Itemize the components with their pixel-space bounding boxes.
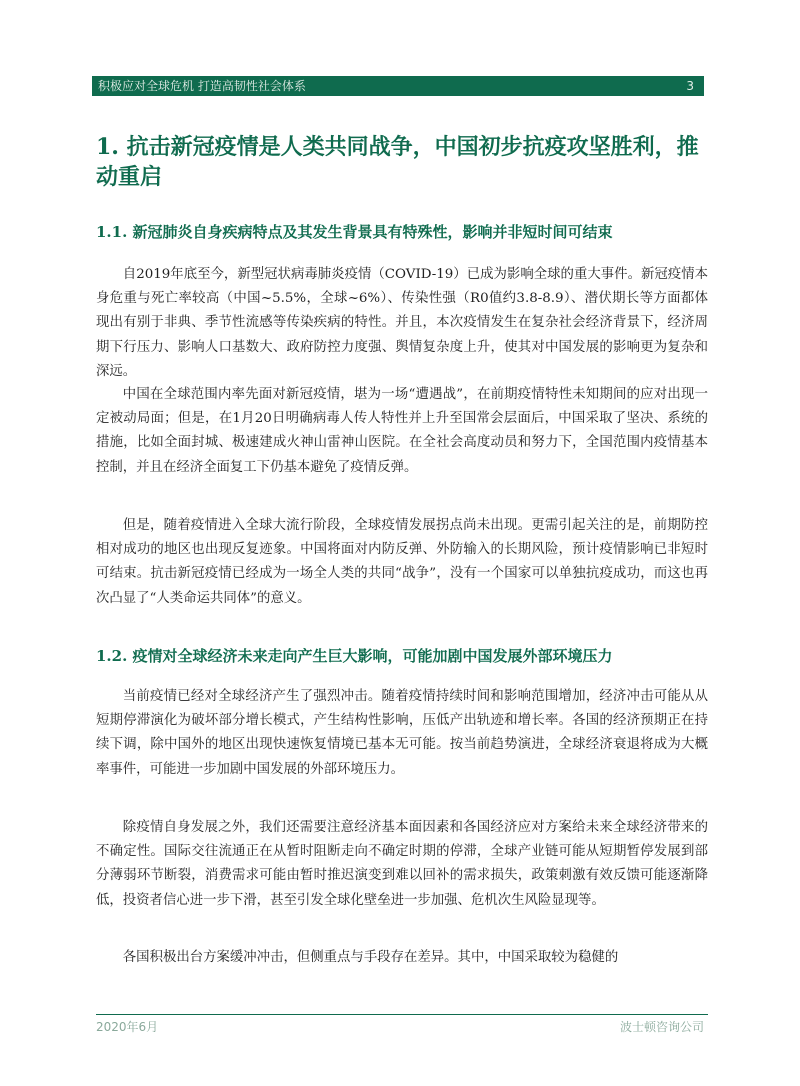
footer-organization: 波士顿咨询公司 — [619, 1020, 704, 1034]
section-1-1-title: 1.1. 新冠肺炎自身疾病特点及其发生背景具有特殊性，影响并非短时间可结束 — [96, 223, 613, 241]
paragraph: 中国在全球范围内率先面对新冠疫情，堪为一场“遭遇战”，在前期疫情特性未知期间的应对出现一定被动局面；但是，在1月20日明确病毒人传人特性并上升至国常会层面后，中国采取了坚决、系统的措施，比如全面封城、极速建成火神山雷神山医院。在全社会高度动员和努力下，全国范围内疫情基本控制，并且在经济全面复工下仍基本避免了疫情反弹。 — [96, 387, 708, 475]
footer-divider — [96, 1014, 708, 1015]
section-1-2-title: 1.2. 疫情对全球经济未来走向产生巨大影响，可能加剧中国发展外部环境压力 — [96, 647, 613, 665]
paragraph: 除疫情自身发展之外，我们还需要注意经济基本面因素和各国经济应对方案给未来全球经济带来的不确定性。国际交往流通正在从暂时阻断走向不确定时期的停滞，全球产业链可能从短期暂停发展到部分薄弱环节断裂，消费需求可能由暂时推迟演变到难以回补的需求损失，政策刺激有效反馈可能逐渐降低，投资者信心进一步下滑，甚至引发全球化壁垒进一步加强、危机次生风险显现等。 — [96, 820, 708, 908]
paragraph: 各国积极出台方案缓冲冲击，但侧重点与手段存在差异。其中，中国采取较为稳健的 — [122, 950, 619, 965]
section-1-title: 1. 抗击新冠疫情是人类共同战争，中国初步抗疫攻坚胜利，推动重启 — [96, 134, 699, 190]
paragraph: 但是，随着疫情进入全球大流行阶段，全球疫情发展拐点尚未出现。更需引起关注的是，前期防控相对成功的地区也出现反复迹象。中国将面对内防反弹、外防输入的长期风险，预计疫情影响已非短时可结束。抗击新冠疫情已经成为一场全人类的共同“战争”，没有一个国家可以单独抗疫成功，而这也再次凸显了“人类命运共同体”的意义。 — [96, 518, 708, 606]
paragraph: 当前疫情已经对全球经济产生了强烈冲击。随着疫情持续时间和影响范围增加，经济冲击可能从从短期停滞演化为破坏部分增长模式，产生结构性影响，压低产出轨迹和增长率。各国的经济预期正在持续下调，除中国外的地区出现快速恢复情境已基本无可能。按当前趋势演进，全球经济衰退将成为大概率事件，可能进一步加剧中国发展的外部环境压力。 — [96, 689, 708, 777]
running-header-title: 积极应对全球危机 打造高韧性社会体系 — [98, 79, 306, 93]
page-number: 3 — [686, 79, 694, 93]
running-header — [92, 76, 704, 96]
paragraph: 自2019年底至今，新型冠状病毒肺炎疫情（COVID-19）已成为影响全球的重大事件。新冠疫情本身危重与死亡率较高（中国~5.5%，全球~6%）、传染性强（R0值约3.8-8.9）、潜伏期长等方面都体现出有别于非典、季节性流感等传染疾病的特性。并且，本次疫情发生在复杂社会经济背景下，经济周期下行压力、影响人口基数大、政府防控力度强、舆情复杂度上升，使其对中国发展的影响更为复杂和深远。 — [96, 267, 708, 379]
footer-date: 2020年6月 — [96, 1020, 159, 1034]
